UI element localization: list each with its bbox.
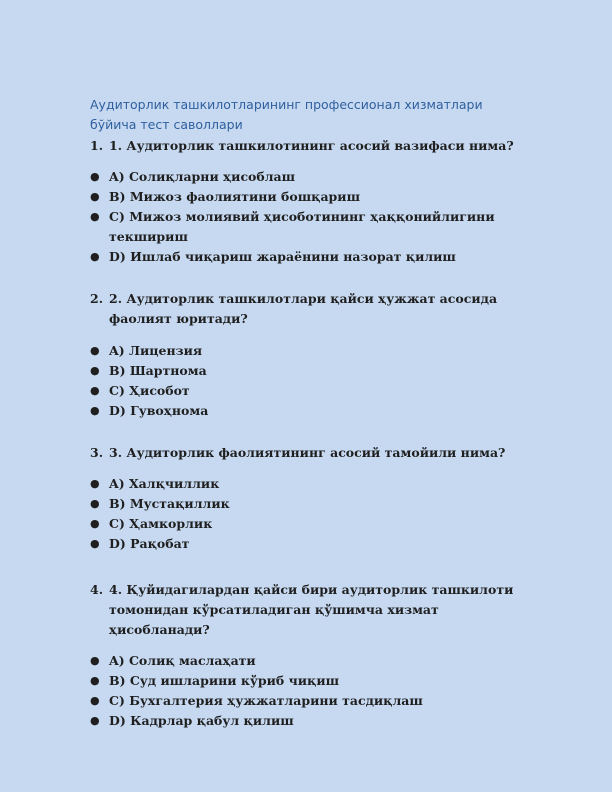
option-label: B) Мустақиллик [109, 496, 230, 511]
question-heading [90, 289, 530, 329]
document-title: Аудиторлик ташкилотларининг профессионал хизматлари бўйича тест саволлари [90, 97, 483, 132]
option-label: A) Солиқларни ҳисоблаш [109, 169, 296, 184]
question-number: 3. [90, 445, 104, 460]
question-heading [90, 136, 530, 156]
bullet-icon: ● [90, 654, 100, 667]
question-heading [90, 443, 530, 463]
option-label: A) Лицензия [109, 343, 203, 358]
option-label: C) Бухгалтерия ҳужжатларини тасдиқлаш [109, 693, 423, 708]
bullet-icon: ● [90, 537, 100, 550]
option-label: B) Мижоз фаолиятини бошқариш [109, 189, 361, 204]
answer-option-d [90, 401, 530, 421]
bullet-icon: ● [90, 674, 100, 687]
answer-options [90, 474, 530, 554]
answer-option-c [90, 691, 530, 711]
option-label: B) Суд ишларини кўриб чиқиш [109, 673, 340, 688]
question-1 [90, 136, 530, 267]
answer-option-c [90, 381, 530, 401]
option-label: A) Солиқ маслаҳати [109, 653, 256, 668]
answer-option-a [90, 474, 530, 494]
bullet-icon: ● [90, 497, 100, 510]
bullet-icon: ● [90, 404, 100, 417]
bullet-icon: ● [90, 364, 100, 377]
question-text: 4. Қуйидагилардан қайси бири аудиторлик ташкилоти томонидан кўрсатиладиган қўшимча хизмат ҳисобланади? [109, 582, 514, 637]
answer-option-c [90, 514, 530, 534]
bullet-icon: ● [90, 694, 100, 707]
option-label: D) Рақобат [109, 536, 190, 551]
question-number: 4. [90, 582, 104, 597]
question-text: 1. Аудиторлик ташкилотининг асосий вазифаси нима? [109, 138, 514, 153]
bullet-icon: ● [90, 477, 100, 490]
option-label: B) Шартнома [109, 363, 207, 378]
bullet-icon: ● [90, 190, 100, 203]
answer-option-a [90, 651, 530, 671]
question-text: 3. Аудиторлик фаолиятининг асосий тамойили нима? [109, 445, 506, 460]
question-2 [90, 289, 530, 421]
answer-options [90, 651, 530, 731]
answer-option-b [90, 361, 530, 381]
option-label: D) Ишлаб чиқариш жараёнини назорат қилиш [109, 248, 456, 264]
bullet-icon: ● [90, 384, 100, 397]
answer-option-d [90, 534, 530, 554]
bullet-icon: ● [90, 249, 100, 263]
answer-option-d [90, 247, 530, 267]
answer-option-a [90, 167, 530, 187]
answer-option-d [90, 711, 530, 731]
answer-option-b [90, 494, 530, 514]
question-text: 2. Аудиторлик ташкилотлари қайси ҳужжат асосида фаолият юритади? [109, 291, 498, 326]
answer-option-b [90, 187, 530, 207]
answer-option-c [90, 207, 530, 246]
bullet-icon: ● [90, 517, 100, 530]
bullet-icon: ● [90, 344, 100, 357]
option-label: D) Гувоҳнома [109, 403, 209, 418]
question-heading [90, 580, 530, 640]
bullet-icon: ● [90, 170, 100, 183]
bullet-icon: ● [90, 714, 100, 727]
option-label: C) Ҳамкорлик [109, 516, 213, 531]
answer-options [90, 167, 530, 266]
question-number: 1. [90, 138, 104, 153]
option-label: C) Ҳисобот [109, 383, 190, 398]
bullet-icon: ● [90, 210, 100, 223]
answer-option-a [90, 341, 530, 361]
option-label: A) Халқчиллик [109, 476, 220, 491]
question-3 [90, 443, 530, 554]
option-label: C) Мижоз молиявий ҳисоботининг ҳаққонийлигини текшириш [109, 209, 495, 244]
option-label: D) Кадрлар қабул қилиш [109, 713, 294, 728]
question-number: 2. [90, 291, 104, 306]
answer-option-b [90, 671, 530, 691]
question-4 [90, 580, 530, 731]
answer-options [90, 341, 530, 421]
